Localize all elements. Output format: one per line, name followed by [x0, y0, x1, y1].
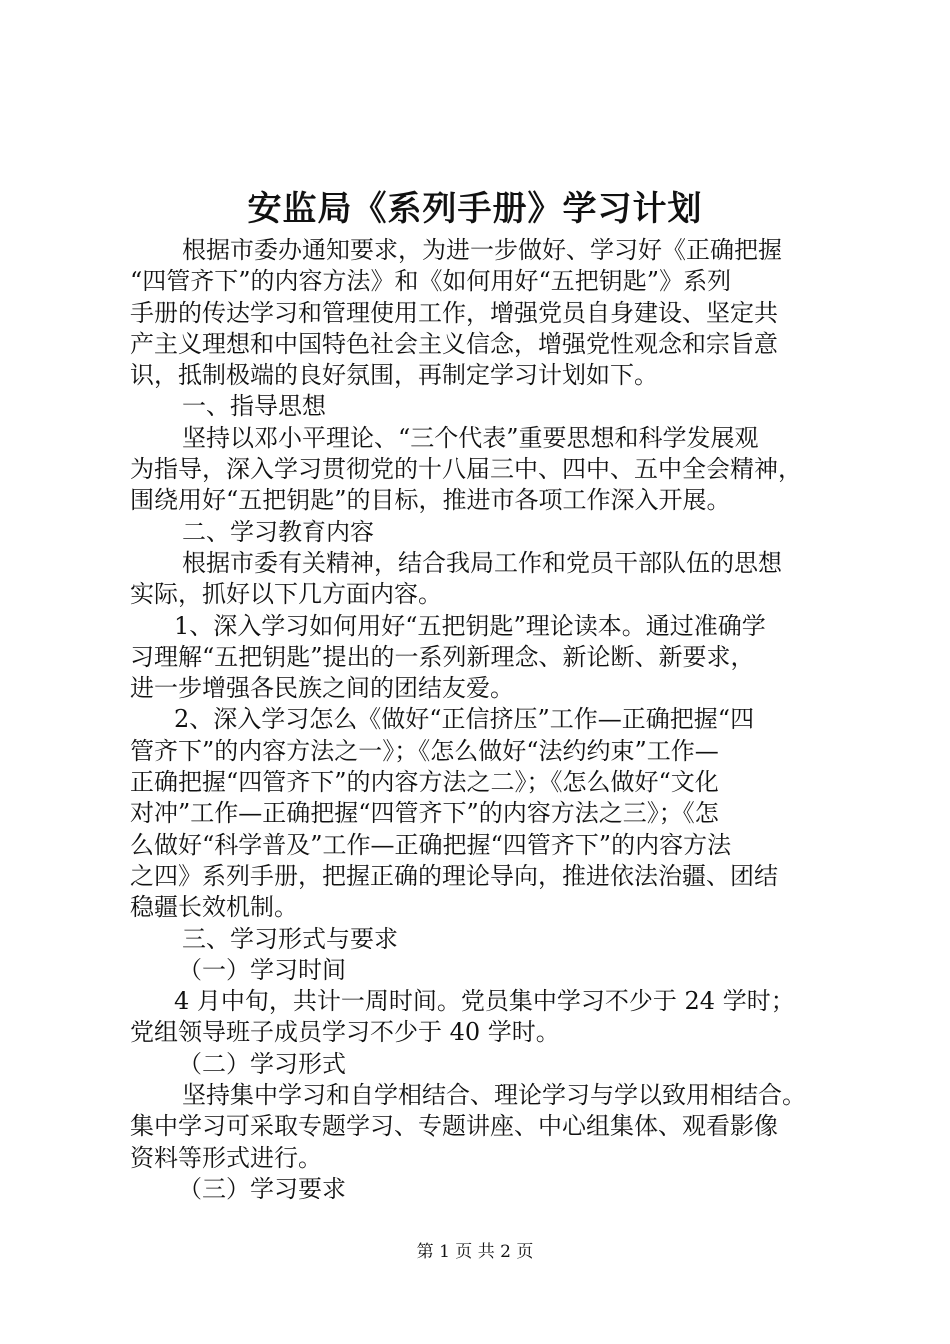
text-line: 进一步增强各民族之间的团结友爱。 — [130, 674, 514, 703]
text-line: 实际，抓好以下几方面内容。 — [130, 580, 442, 609]
section-heading: 一、指导思想 — [182, 392, 326, 421]
subsection-heading: （二）学习形式 — [178, 1049, 346, 1078]
text-line: 集中学习可采取专题学习、专题讲座、中心组集体、观看影像 — [130, 1112, 778, 1141]
text-line: 2、深入学习怎么《做好“正信挤压”工作—正确把握“四 — [174, 705, 755, 734]
page-number-footer: 第 1 页 共 2 页 — [416, 1242, 534, 1262]
text-line: 手册的传达学习和管理使用工作，增强党员自身建设、坚定共 — [130, 298, 778, 327]
text-line: 资料等形式进行。 — [130, 1143, 322, 1172]
text-line: 为指导，深入学习贯彻党的十八届三中、四中、五中全会精神， — [130, 455, 802, 484]
text-line: 习理解“五把钥匙”提出的一系列新理念、新论断、新要求， — [130, 642, 755, 671]
section-heading: 三、学习形式与要求 — [182, 924, 398, 953]
subsection-heading: （一）学习时间 — [178, 955, 346, 984]
text-line: 坚持以邓小平理论、“三个代表”重要思想和科学发展观 — [182, 423, 759, 452]
text-line: 坚持集中学习和自学相结合、理论学习与学以致用相结合。 — [182, 1081, 806, 1110]
text-line: 根据市委有关精神，结合我局工作和党员干部队伍的思想 — [182, 548, 782, 577]
text-line: 1、深入学习如何用好“五把钥匙”理论读本。通过准确学 — [174, 611, 766, 640]
text-line: 党组领导班子成员学习不少于 40 学时。 — [130, 1018, 560, 1047]
text-line: 产主义理想和中国特色社会主义信念，增强党性观念和宗旨意 — [130, 329, 778, 358]
text-line: 之四》系列手册，把握正确的理论导向，推进依法治疆、团结 — [130, 861, 778, 890]
text-line: 识，抵制极端的良好氛围，再制定学习计划如下。 — [130, 361, 658, 390]
document-title: 安监局《系列手册》学习计划 — [247, 189, 703, 229]
subsection-heading: （三）学习要求 — [178, 1174, 346, 1203]
text-line: 根据市委办通知要求，为进一步做好、学习好《正确把握 — [182, 236, 782, 264]
text-line: 4 月中旬，共计一周时间。党员集中学习不少于 24 学时； — [174, 987, 795, 1016]
text-line: 么做好“科学普及”工作—正确把握“四管齐下”的内容方法 — [130, 830, 732, 859]
text-line: 管齐下”的内容方法之一》；《怎么做好“法约约束”工作— — [130, 736, 719, 765]
section-heading: 二、学习教育内容 — [182, 517, 374, 546]
text-line: 正确把握“四管齐下”的内容方法之二》；《怎么做好“文化 — [130, 768, 719, 797]
text-line: 围绕用好“五把钥匙”的目标，推进市各项工作深入开展。 — [130, 486, 731, 515]
text-line: 稳疆长效机制。 — [130, 893, 298, 922]
document-body — [130, 235, 830, 1205]
text-line: 对冲”工作—正确把握“四管齐下”的内容方法之三》；《怎 — [130, 799, 719, 828]
text-line: “四管齐下”的内容方法》和《如何用好“五把钥匙”》系列 — [130, 267, 732, 296]
